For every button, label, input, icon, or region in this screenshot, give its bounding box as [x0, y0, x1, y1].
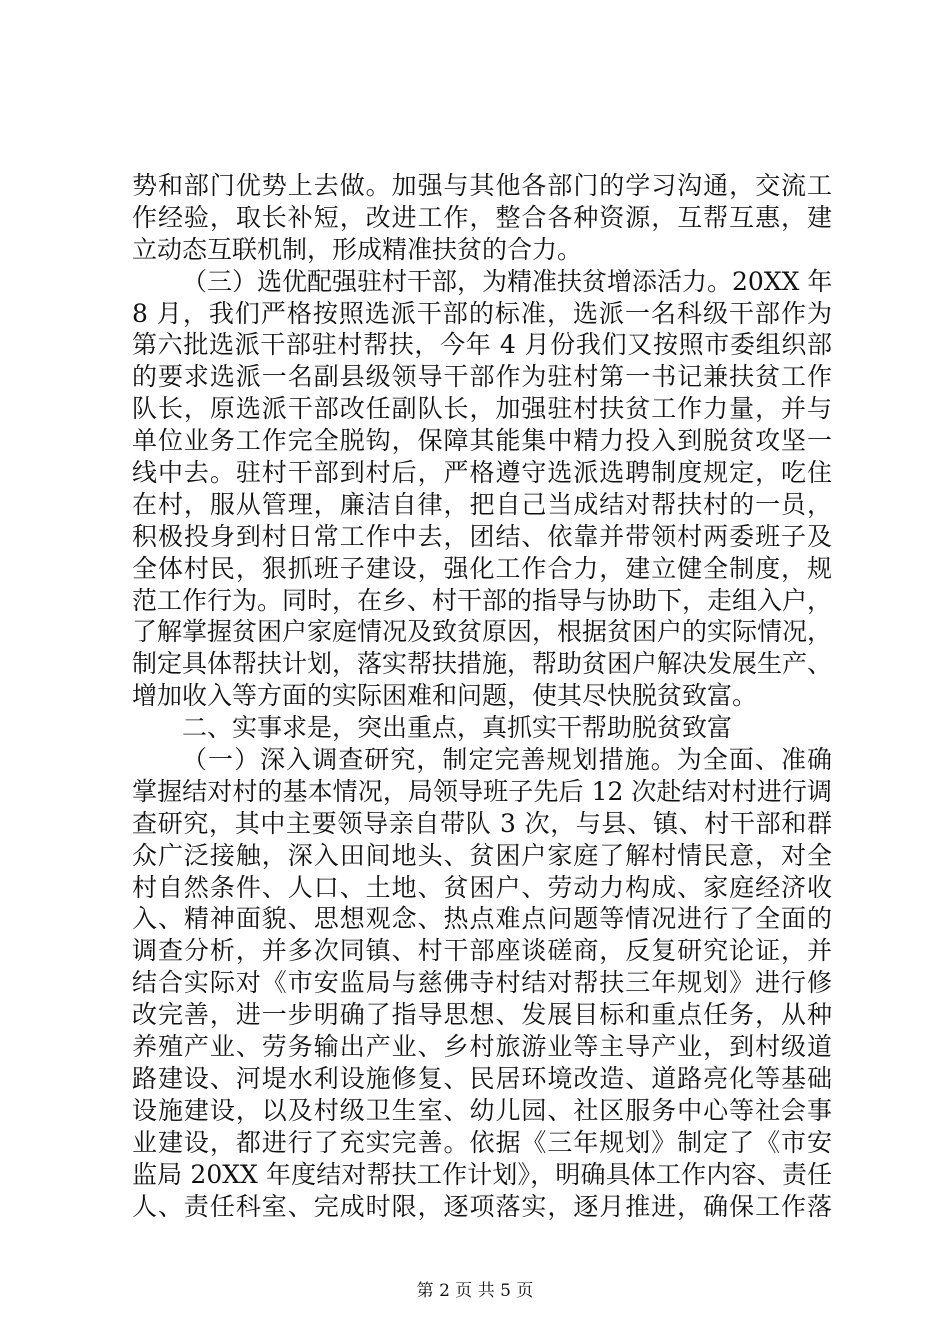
document-body	[132, 170, 832, 1222]
text-line: 作经验，取长补短，改进工作，整合各种资源，互帮互惠，建	[132, 202, 832, 232]
text-line: 第六批选派干部驻村帮扶，今年 4 月份我们又按照市委组织部	[132, 330, 832, 360]
text-line: 养殖产业、劳务输出产业、乡村旅游业等主导产业，到村级道	[132, 1032, 832, 1062]
text-line: 8 月，我们严格按照选派干部的标准，选派一名科级干部作为	[132, 298, 832, 328]
text-line: 制定具体帮扶计划，落实帮扶措施，帮助贫困户解决发展生产、	[132, 649, 832, 679]
text-line: 立动态互联机制，形成精准扶贫的合力。	[132, 234, 583, 264]
text-line: 设施建设，以及村级卫生室、幼儿园、社区服务中心等社会事	[132, 1095, 832, 1125]
text-line: 在村，服从管理，廉洁自律，把自己当成结对帮扶村的一员，	[132, 489, 832, 519]
text-line: 众广泛接触，深入田间地头、贫困户家庭了解村情民意，对全	[132, 840, 832, 870]
text-line: 掌握结对村的基本情况，局领导班子先后 12 次赴结对村进行调	[132, 776, 832, 806]
text-line: （三）选优配强驻村干部，为精准扶贫增添活力。20XX 年	[182, 266, 832, 296]
text-line: 队长，原选派干部改任副队长，加强驻村扶贫工作力量，并与	[132, 394, 832, 424]
page-footer: 第 2 页 共 5 页	[416, 1281, 534, 1301]
text-line: 二、实事求是，突出重点，真抓实干帮助脱贫致富	[182, 713, 733, 743]
text-line: 入、精神面貌、思想观念、热点难点问题等情况进行了全面的	[132, 904, 832, 934]
text-line: 范工作行为。同时，在乡、村干部的指导与协助下，走组入户，	[132, 585, 832, 615]
text-line: 业建设，都进行了充实完善。依据《三年规划》制定了《市安	[132, 1127, 832, 1157]
text-line: 村自然条件、人口、土地、贫困户、劳动力构成、家庭经济收	[132, 872, 832, 902]
text-line: 积极投身到村日常工作中去，团结、依靠并带领村两委班子及	[132, 521, 832, 551]
text-line: 增加收入等方面的实际困难和问题，使其尽快脱贫致富。	[132, 681, 758, 711]
text-line: 人、责任科室、完成时限，逐项落实，逐月推进，确保工作落	[132, 1191, 832, 1221]
text-line: 单位业务工作完全脱钩，保障其能集中精力投入到脱贫攻坚一	[132, 426, 832, 456]
text-line: （一）深入调查研究，制定完善规划措施。为全面、准确	[182, 745, 832, 775]
text-line: 全体村民，狠抓班子建设，强化工作合力，建立健全制度，规	[132, 553, 832, 583]
text-line: 了解掌握贫困户家庭情况及致贫原因，根据贫困户的实际情况，	[132, 617, 832, 647]
text-line: 路建设、河堤水利设施修复、民居环境改造、道路亮化等基础	[132, 1063, 832, 1093]
text-line: 结合实际对《市安监局与慈佛寺村结对帮扶三年规划》进行修	[132, 968, 832, 998]
text-line: 调查分析，并多次同镇、村干部座谈磋商，反复研究论证，并	[132, 936, 832, 966]
text-line: 势和部门优势上去做。加强与其他各部门的学习沟通，交流工	[132, 171, 832, 200]
text-line: 查研究，其中主要领导亲自带队 3 次，与县、镇、村干部和群	[132, 808, 832, 838]
text-line: 的要求选派一名副县级领导干部作为驻村第一书记兼扶贫工作	[132, 362, 832, 392]
text-line: 线中去。驻村干部到村后，严格遵守选派选聘制度规定，吃住	[132, 458, 832, 488]
text-line: 监局 20XX 年度结对帮扶工作计划》，明确具体工作内容、责任	[132, 1159, 832, 1189]
text-line: 改完善，进一步明确了指导思想、发展目标和重点任务，从种	[132, 1000, 832, 1030]
